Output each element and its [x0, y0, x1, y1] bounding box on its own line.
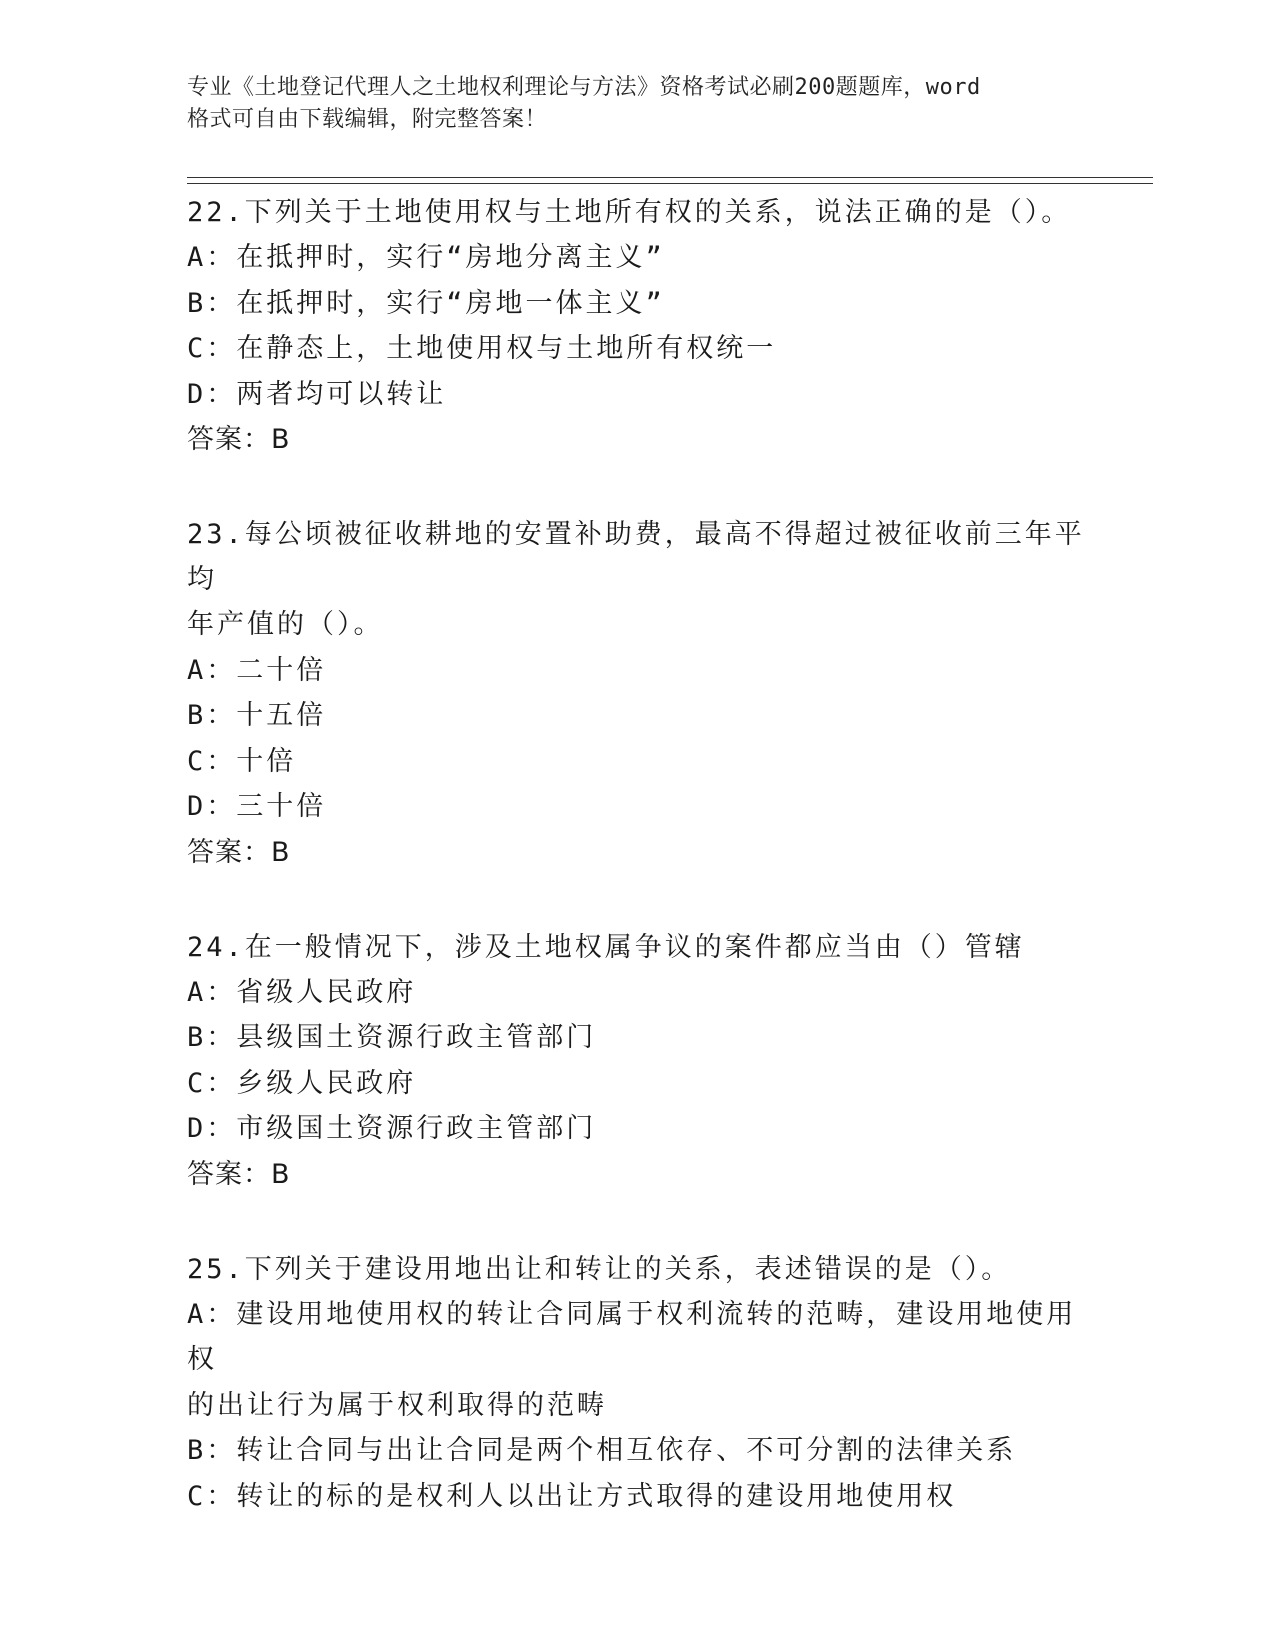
document-header — [187, 72, 1067, 136]
option-d: D：两者均可以转让 — [187, 378, 447, 410]
option-c: C：十倍 — [187, 745, 297, 777]
option-c: C：转让的标的是权利人以出让方式取得的建设用地使用权 — [187, 1480, 957, 1512]
option-a-line-2: 的出让行为属于权利取得的范畴 — [187, 1389, 607, 1421]
option-b: B：县级国土资源行政主管部门 — [187, 1022, 597, 1053]
option-a-line-1: A：建设用地使用权的转让合同属于权利流转的范畴，建设用地使用权 — [187, 1298, 1077, 1375]
question-list — [187, 186, 1087, 1519]
question-25 — [187, 1243, 1087, 1520]
option-a: A：在抵押时，实行“房地分离主义” — [187, 242, 665, 273]
option-d: D：三十倍 — [187, 791, 327, 822]
header-divider-bottom — [187, 183, 1153, 184]
option-d: D：市级国土资源行政主管部门 — [187, 1113, 597, 1144]
answer: 答案：B — [187, 836, 291, 868]
answer: 答案：B — [187, 1158, 291, 1190]
question-stem-line-1: 23.每公顷被征收耕地的安置补助费，最高不得超过被征收前三年平均 — [187, 519, 1085, 595]
option-b: B：转让合同与出让合同是两个相互依存、不可分割的法律关系 — [187, 1435, 1017, 1466]
question-22 — [187, 186, 1087, 462]
question-23 — [187, 508, 1087, 875]
option-b: B：十五倍 — [187, 700, 327, 731]
option-c: C：在静态上，土地使用权与土地所有权统一 — [187, 333, 777, 364]
option-b: B：在抵押时，实行“房地一体主义” — [187, 287, 665, 319]
question-stem-line-2: 年产值的（）。 — [187, 609, 384, 640]
question-24 — [187, 921, 1087, 1197]
option-a: A：二十倍 — [187, 654, 327, 686]
header-divider-top — [187, 177, 1153, 178]
question-stem: 25.下列关于建设用地出让和转让的关系，表述错误的是（）。 — [187, 1253, 1012, 1285]
question-stem: 24.在一般情况下，涉及土地权属争议的案件都应当由（）管辖 — [187, 931, 1025, 963]
header-line-2: 格式可自由下载编辑，附完整答案！ — [187, 107, 548, 132]
header-line-1: 专业《土地登记代理人之土地权利理论与方法》资格考试必刷200题题库，word — [187, 75, 981, 100]
question-stem: 22.下列关于土地使用权与土地所有权的关系，说法正确的是（）。 — [187, 197, 1072, 228]
option-c: C：乡级人民政府 — [187, 1067, 417, 1099]
answer: 答案：B — [187, 424, 291, 455]
option-a: A：省级人民政府 — [187, 976, 417, 1008]
